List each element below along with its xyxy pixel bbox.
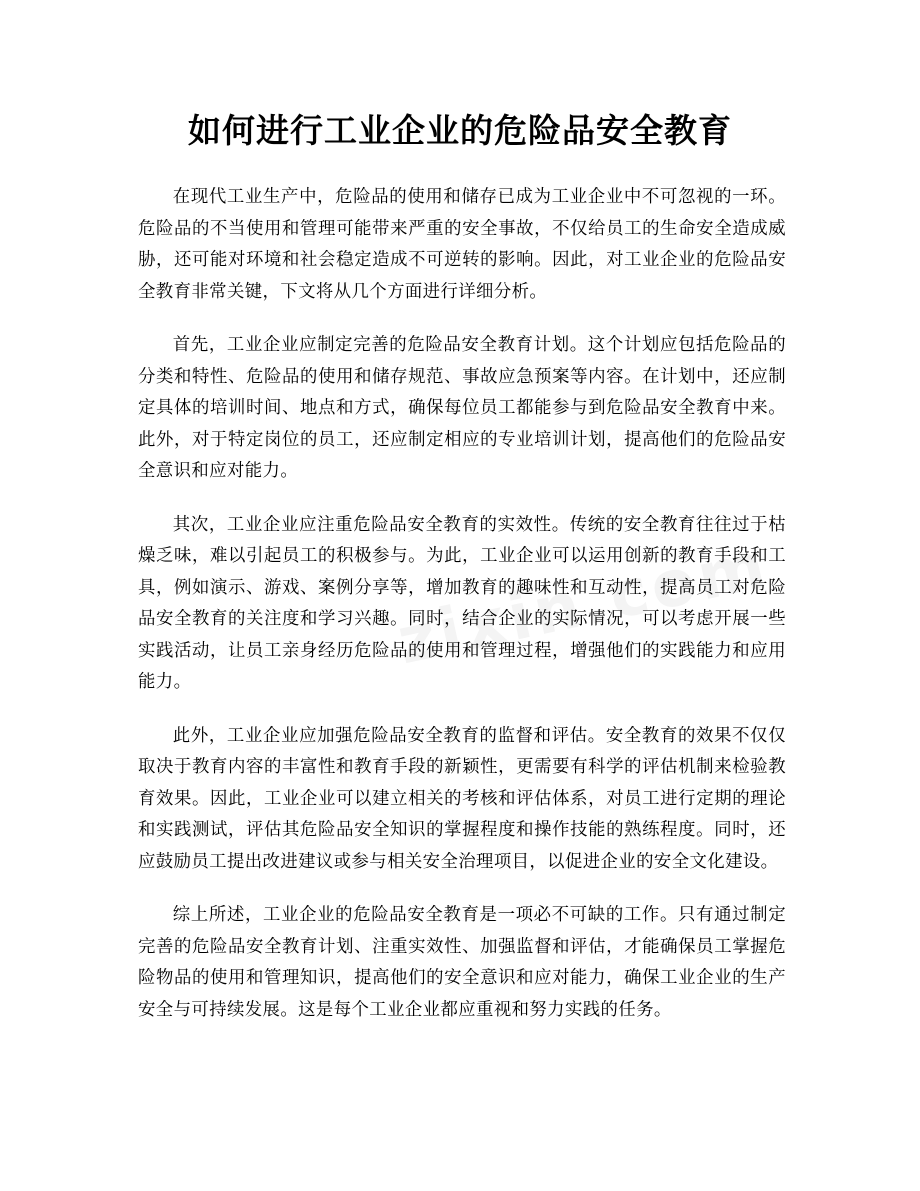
document-body [138, 182, 786, 1048]
paragraph-supervision: 此外，工业企业应加强危险品安全教育的监督和评估。安全教育的效果不仅仅取决于教育内容的丰富性和教育手段的新颖性，更需要有科学的评估机制来检验教育效果。因此，工业企业可以建立相关的考核和评估体系，对员工进行定期的理论和实践测试，评估其危险品安全知识的掌握程度和操作技能的熟练程度。同时，还应鼓励员工提出改进建议或参与相关安全治理项目，以促进企业的安全文化建设。 [138, 725, 786, 872]
paragraph-intro: 在现代工业生产中，危险品的使用和储存已成为工业企业中不可忽视的一环。危险品的不当使用和管理可能带来严重的安全事故，不仅给员工的生命安全造成威胁，还可能对环境和社会稳定造成不可逆转的影响。因此，对工业企业的危险品安全教育非常关键，下文将从几个方面进行详细分析。 [138, 187, 786, 302]
document-title: 如何进行工业企业的危险品安全教育 [188, 111, 732, 150]
paragraph-conclusion: 综上所述，工业企业的危险品安全教育是一项必不可缺的工作。只有通过制定完善的危险品安全教育计划、注重实效性、加强监督和评估，才能确保员工掌握危险物品的使用和管理知识，提高他们的安全意识和应对能力，确保工业企业的生产安全与可持续发展。这是每个工业企业都应重视和努力实践的任务。 [138, 905, 786, 1020]
paragraph-plan: 首先，工业企业应制定完善的危险品安全教育计划。这个计划应包括危险品的分类和特性、危险品的使用和储存规范、事故应急预案等内容。在计划中，还应制定具体的培训时间、地点和方式，确保每位员工都能参与到危险品安全教育中来。此外，对于特定岗位的员工，还应制定相应的专业培训计划，提高他们的危险品安全意识和应对能力。 [138, 335, 786, 481]
paragraph-effectiveness: 其次，工业企业应注重危险品安全教育的实效性。传统的安全教育往往过于枯燥乏味，难以引起员工的积极参与。为此，工业企业可以运用创新的教育手段和工具，例如演示、游戏、案例分享等，增加教育的趣味性和互动性，提高员工对危险品安全教育的关注度和学习兴趣。同时，结合企业的实际情况，可以考虑开展一些实践活动，让员工亲身经历危险品的使用和管理过程，增强他们的实践能力和应用能力。 [138, 514, 786, 692]
